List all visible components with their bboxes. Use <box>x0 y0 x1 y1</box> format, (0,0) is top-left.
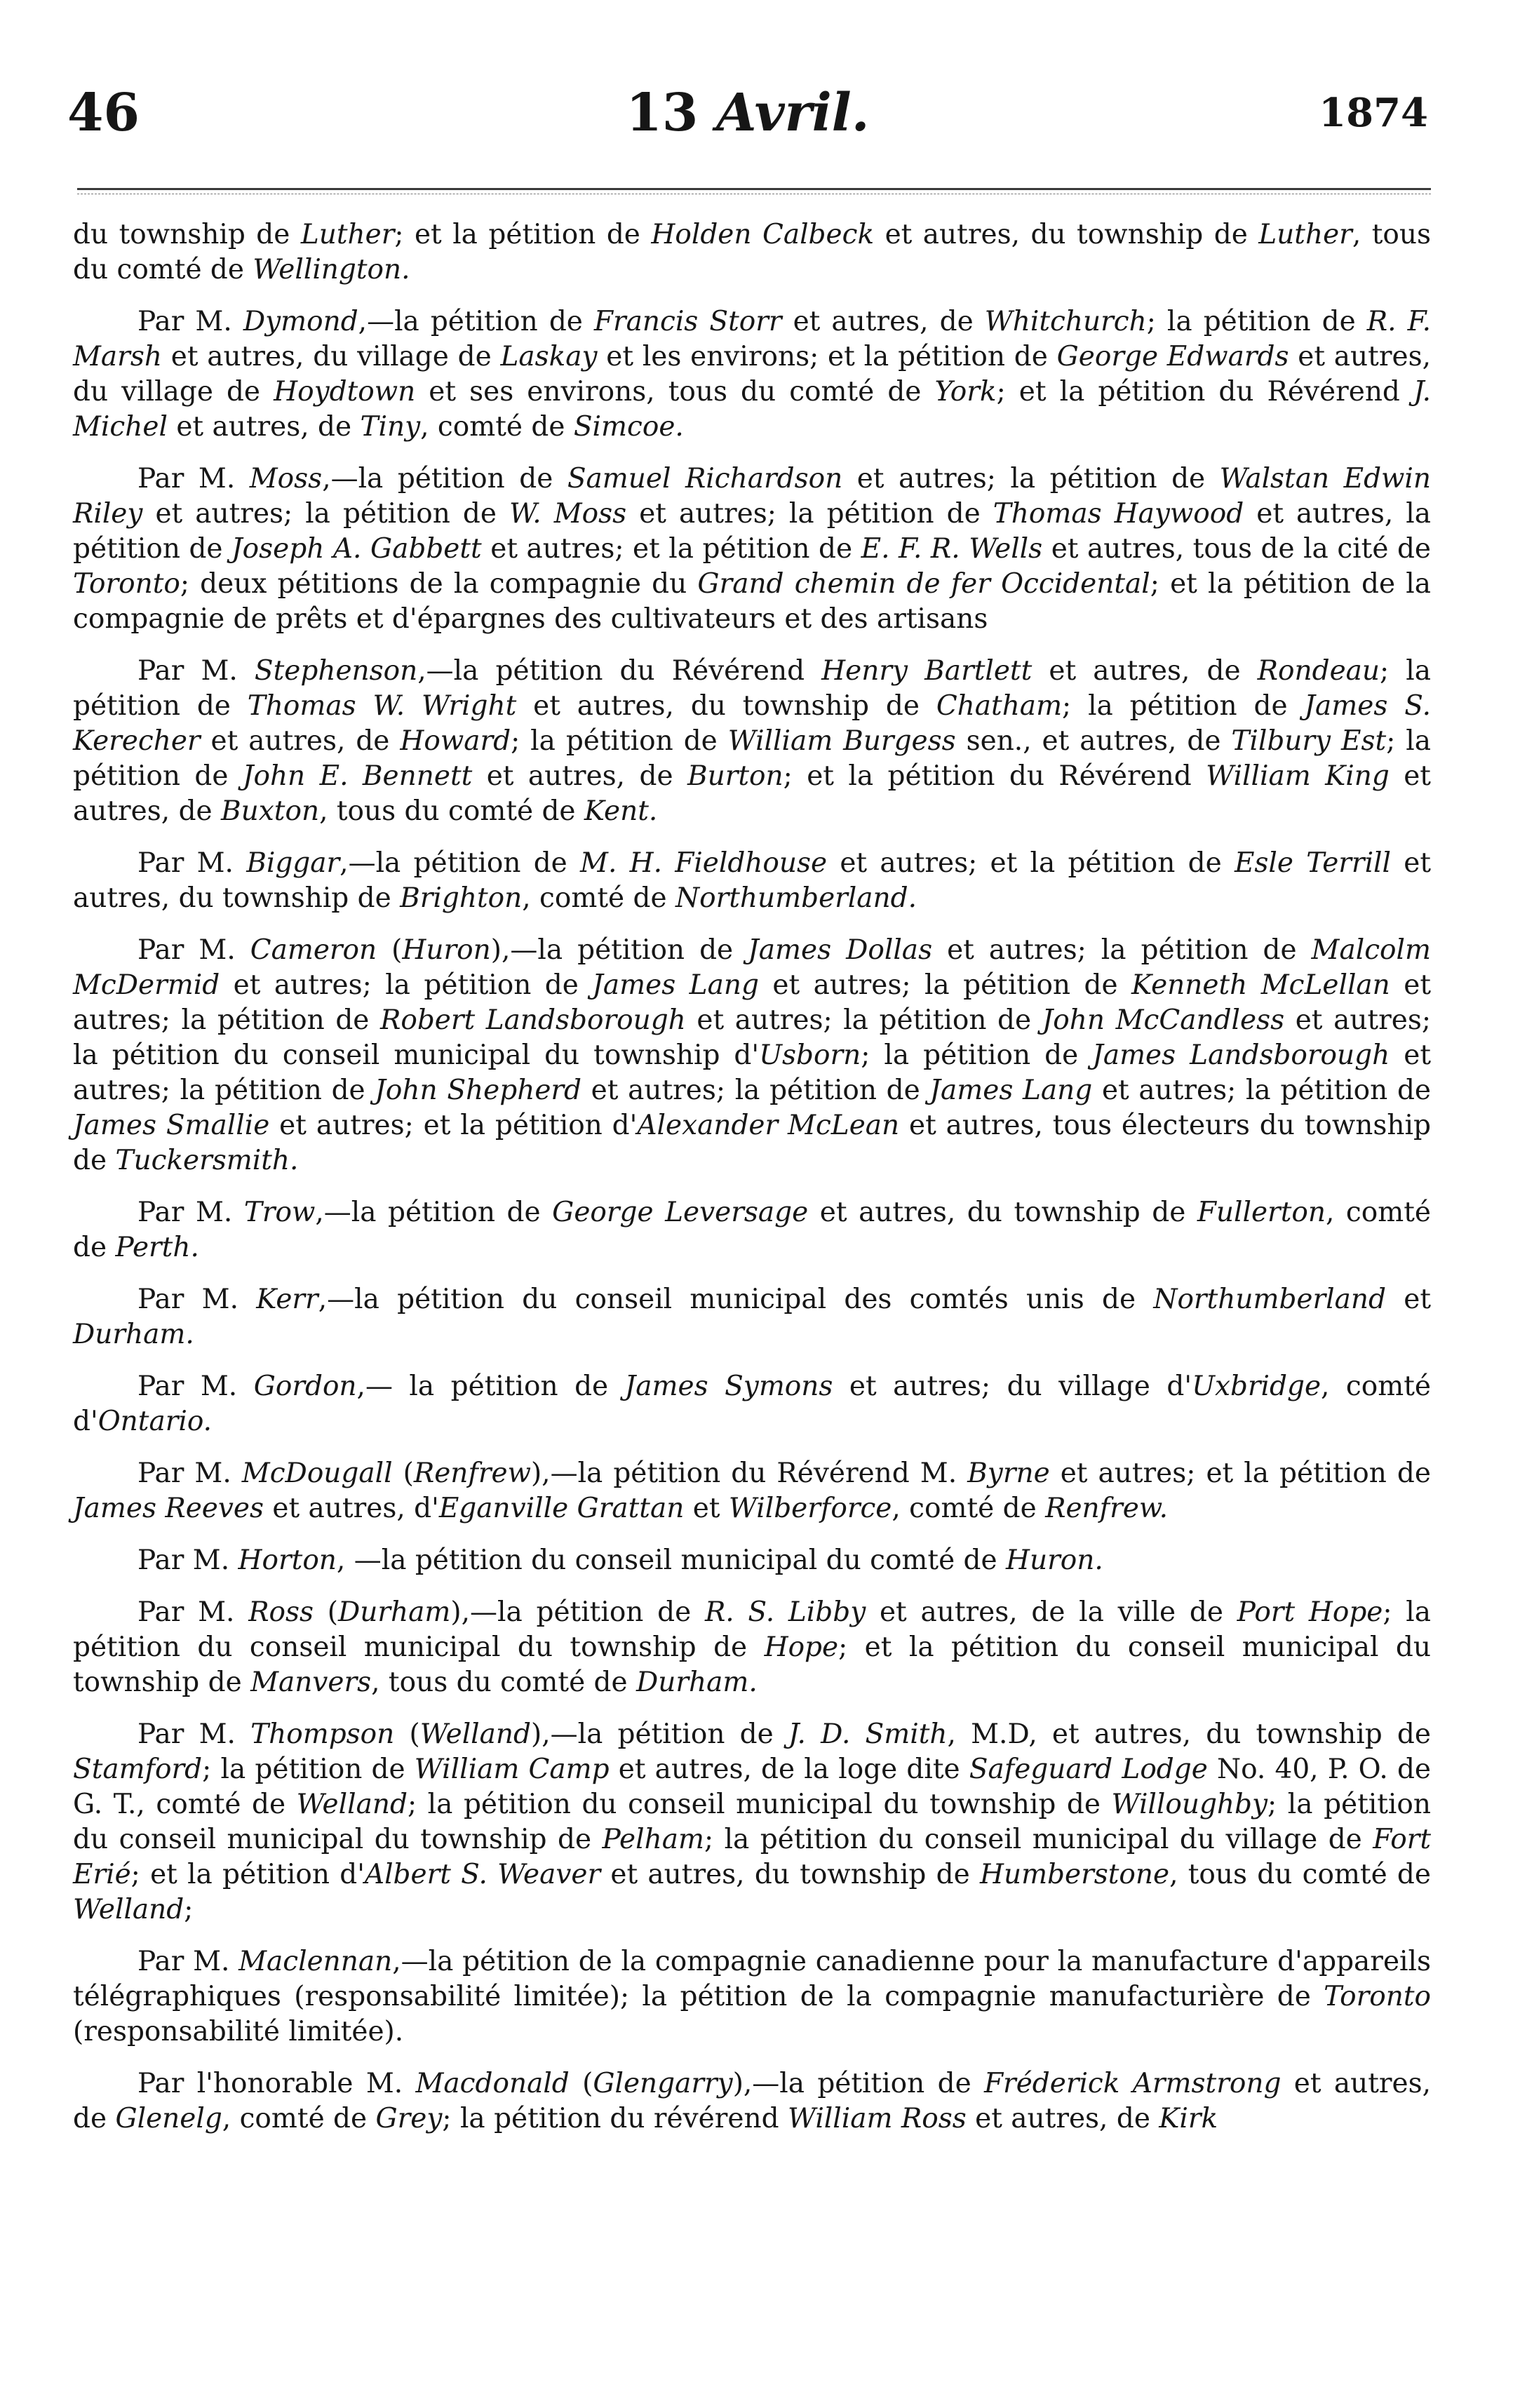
text-run: ; et la pétition de la compagnie de prêts et d'épargnes des cultivateurs et des artisans <box>73 568 1431 635</box>
text-run: et autres, de <box>73 760 1431 827</box>
italic-run: Robert Landsborough <box>379 1004 686 1036</box>
text-run: et autres, de <box>966 2103 1159 2134</box>
italic-run: Northumberland. <box>675 882 917 914</box>
italic-run: Biggar <box>246 847 340 879</box>
text-run: , tous du comté de <box>319 795 584 827</box>
italic-run: Brighton <box>400 882 523 914</box>
paragraph <box>73 217 1431 288</box>
italic-run: Gordon <box>253 1371 357 1402</box>
text-run: Par M. <box>137 1284 257 1315</box>
paragraph <box>73 1595 1431 1700</box>
text-run: et autres; la pétition de <box>932 934 1312 966</box>
italic-run: Durham. <box>73 1319 194 1350</box>
italic-run: John E. Bennett <box>242 760 473 792</box>
text-run: , comté de <box>73 1197 1431 1263</box>
text-run: et autres; du village d' <box>833 1371 1192 1402</box>
italic-run: George Leversage <box>552 1197 809 1228</box>
italic-run: McDougall <box>241 1458 393 1489</box>
italic-run: Toronto <box>1324 1981 1431 2012</box>
italic-run: W. Moss <box>509 498 627 530</box>
italic-run: Trow <box>243 1197 316 1228</box>
text-run: Par l'honorable M. <box>137 2068 416 2099</box>
italic-run: William Ross <box>787 2103 967 2134</box>
italic-run: John McCandless <box>1042 1004 1285 1036</box>
italic-run: Cameron <box>250 934 377 966</box>
italic-run: Holden Calbeck <box>651 219 875 250</box>
italic-run: Wellington. <box>253 254 410 285</box>
italic-run: Fullerton <box>1197 1197 1326 1228</box>
text-run: ; <box>184 1894 194 1925</box>
text-run: et autres, tous de la cité de <box>1042 533 1431 565</box>
text-run: et autres, du township de <box>808 1197 1197 1228</box>
italic-run: Kent. <box>584 795 658 827</box>
italic-run: Byrne <box>967 1458 1050 1489</box>
italic-run: Eganville Grattan <box>438 1493 685 1524</box>
italic-run: Albert S. Weaver <box>364 1859 601 1890</box>
text-run: Par M. <box>137 1458 242 1489</box>
text-run: et <box>1385 1284 1431 1315</box>
italic-run: M. H. Fieldhouse <box>580 847 828 879</box>
text-run: ; la pétition du conseil municipal du village de <box>704 1824 1373 1855</box>
text-run: et autres, tous électeurs du township de <box>73 1110 1431 1176</box>
italic-run: William Camp <box>414 1754 610 1785</box>
italic-run: Tuckersmith. <box>115 1145 299 1176</box>
italic-run: Thomas W. Wright <box>247 690 517 722</box>
italic-run: Durham <box>338 1596 451 1628</box>
text-run: ; et la pétition du Révérend <box>996 376 1413 408</box>
text-run: ),—la pétition de <box>450 1596 705 1628</box>
text-run: Par M. <box>137 1371 254 1402</box>
italic-run: George Edwards <box>1056 341 1289 372</box>
italic-run: Hope <box>764 1632 839 1663</box>
text-run: No. 40, P. O. de G. T., comté de <box>73 1754 1431 1820</box>
italic-run: James Dollas <box>748 934 933 966</box>
text-run: ( <box>377 934 403 966</box>
paragraph <box>73 1282 1431 1352</box>
italic-run: Rondeau <box>1257 655 1380 687</box>
paragraph <box>73 2066 1431 2137</box>
text-run: Par M. <box>137 1718 251 1750</box>
paragraph <box>73 1369 1431 1439</box>
text-run: ; et la pétition de <box>394 219 652 250</box>
text-run: ; et la pétition du conseil municipal du township de <box>73 1632 1432 1698</box>
text-run: et autres, de la ville de <box>866 1596 1237 1628</box>
italic-run: Hoydtown <box>274 376 416 408</box>
italic-run: Malcolm McDermid <box>73 934 1431 1001</box>
text-run: ; la pétition du conseil municipal du township de <box>407 1789 1112 1820</box>
text-run: ,—la pétition de <box>322 463 567 495</box>
text-run: Par M. <box>137 1545 238 1576</box>
text-run: et autres; la pétition de <box>842 463 1220 495</box>
text-run: ; la pétition de <box>73 725 1431 792</box>
italic-run: Fréderick Armstrong <box>983 2068 1282 2099</box>
italic-run: Wilberforce <box>728 1493 892 1524</box>
text-run: Par M. <box>137 1946 239 1977</box>
paragraph <box>73 304 1431 445</box>
italic-run: Uxbridge <box>1192 1371 1321 1402</box>
text-run: ; la pétition de <box>861 1040 1093 1071</box>
italic-run: Thomas Haywood <box>993 498 1244 530</box>
italic-run: Maclennan <box>238 1946 393 1977</box>
text-run: ; la pétition du conseil municipal du township de <box>73 1789 1431 1855</box>
text-run: et autres, du village de <box>73 341 1431 408</box>
text-run: Par M. <box>137 934 250 966</box>
text-run: et autres, du township de <box>874 219 1259 250</box>
italic-run: Buxton <box>221 795 320 827</box>
text-run: (responsabilité limitée). <box>73 2016 404 2047</box>
italic-run: E. F. R. Wells <box>861 533 1043 565</box>
text-run: et <box>684 1493 729 1524</box>
italic-run: Dymond <box>243 306 358 337</box>
text-run: ( <box>314 1596 339 1628</box>
text-run: ),—la pétition de <box>490 934 748 966</box>
text-run: , comté d' <box>73 1371 1431 1437</box>
text-run: Par M. <box>137 306 243 337</box>
text-run: et autres, du village de <box>161 341 501 372</box>
text-run: et les environs; et la pétition de <box>597 341 1057 372</box>
text-run: ; la pétition du conseil municipal du township de <box>73 1596 1431 1663</box>
text-run: ; deux pétitions de la compagnie du <box>180 568 698 600</box>
italic-run: Alexander McLean <box>637 1110 900 1141</box>
text-run: et autres, du township de <box>73 847 1431 914</box>
text-run: , comté de <box>222 2103 376 2134</box>
italic-run: Renfrew <box>413 1458 531 1489</box>
paragraph <box>73 462 1431 637</box>
text-run: Par M. <box>137 1197 244 1228</box>
text-run: Par M. <box>137 847 247 879</box>
page-number: 46 <box>67 83 140 143</box>
italic-run: Kirk <box>1159 2103 1218 2134</box>
italic-run: Perth. <box>115 1232 199 1263</box>
text-run: et autres; la pétition de <box>142 498 510 530</box>
text-run: , tous du comté de <box>371 1667 636 1698</box>
text-run: et autres, de <box>781 306 985 337</box>
text-run: et autres; la pétition de <box>1092 1075 1431 1106</box>
text-run: ( <box>569 2068 593 2099</box>
italic-run: Glenelg <box>115 2103 222 2134</box>
italic-run: J. Michel <box>73 376 1431 443</box>
italic-run: William King <box>1206 760 1390 792</box>
text-run: et autres; la pétition du conseil municipal du township d' <box>73 1004 1431 1071</box>
text-run: ,—la pétition de <box>339 847 581 879</box>
italic-run: Usborn <box>759 1040 861 1071</box>
italic-run: James Symons <box>624 1371 833 1402</box>
italic-run: Horton <box>238 1545 337 1576</box>
text-run: et ses environs, tous du comté de <box>415 376 935 408</box>
text-run: ),—la pétition de <box>530 1718 788 1750</box>
text-run: et autres; la pétition de <box>73 1040 1431 1106</box>
text-run: ; la pétition de <box>202 1754 415 1785</box>
text-run: du township de <box>73 219 301 250</box>
italic-run: Northumberland <box>1153 1284 1386 1315</box>
italic-run: James S. Kerecher <box>73 690 1431 757</box>
text-run: ,—la pétition de <box>358 306 594 337</box>
italic-run: James Reeves <box>73 1493 264 1524</box>
paragraph <box>73 933 1431 1178</box>
text-run: ),—la pétition du Révérend M. <box>530 1458 968 1489</box>
text-run: et autres; la pétition de <box>685 1004 1042 1036</box>
text-run: Par M. <box>137 655 255 687</box>
italic-run: J. D. Smith <box>788 1718 948 1750</box>
text-run: et autres; et la pétition d' <box>269 1110 638 1141</box>
date-month: Avril. <box>716 83 870 143</box>
italic-run: Stamford <box>73 1754 203 1785</box>
italic-run: Grand chemin de fer Occidental <box>697 568 1150 600</box>
text-run: ( <box>394 1718 420 1750</box>
text-run: et autres, de la loge dite <box>609 1754 969 1785</box>
italic-run: Esle Terrill <box>1234 847 1391 879</box>
text-run: ; la pétition de <box>1146 306 1367 337</box>
italic-run: James Landsborough <box>1092 1040 1390 1071</box>
text-run: et autres; la pétition de <box>758 969 1131 1001</box>
text-run: et autres, de <box>472 760 687 792</box>
text-run: et autres; et la pétition de <box>481 533 861 565</box>
text-run: sen., et autres, de <box>955 725 1232 757</box>
paragraph <box>73 1456 1431 1526</box>
italic-run: Laskay <box>500 341 598 372</box>
italic-run: Stephenson <box>254 655 418 687</box>
text-run: et autres, d' <box>264 1493 439 1524</box>
text-run: et autres, la pétition de <box>73 498 1431 565</box>
paragraph <box>73 1195 1431 1265</box>
italic-run: Simcoe. <box>573 411 684 443</box>
body-text <box>73 217 1431 2153</box>
italic-run: Ontario. <box>97 1406 213 1437</box>
text-run: et autres; la pétition de <box>73 969 1431 1036</box>
italic-run: Humberstone <box>979 1859 1170 1890</box>
text-run: ,—la pétition de <box>315 1197 553 1228</box>
text-run: et autres; la pétition de <box>581 1075 930 1106</box>
italic-run: Port Hope <box>1237 1596 1383 1628</box>
paragraph <box>73 654 1431 829</box>
italic-run: Kenneth McLellan <box>1131 969 1390 1001</box>
text-run: et autres; et la pétition de <box>1049 1458 1431 1489</box>
italic-run: Renfrew. <box>1045 1493 1168 1524</box>
italic-run: John Shepherd <box>375 1075 582 1106</box>
italic-run: Joseph A. Gabbett <box>231 533 482 565</box>
italic-run: Francis Storr <box>593 306 782 337</box>
paragraph <box>73 1543 1431 1578</box>
text-run: et autres, du township de <box>600 1859 980 1890</box>
text-run: ; la pétition du révérend <box>442 2103 788 2134</box>
header-rule <box>77 188 1431 192</box>
text-run: et autres, de <box>1032 655 1258 687</box>
italic-run: R. F. Marsh <box>73 306 1431 372</box>
text-run: et autres; et la pétition de <box>827 847 1235 879</box>
italic-run: Pelham <box>602 1824 704 1855</box>
italic-run: Macdonald <box>415 2068 570 2099</box>
italic-run: Tiny <box>360 411 421 443</box>
text-run: , M.D, et autres, du township de <box>947 1718 1431 1750</box>
text-run: ,—la pétition du Révérend <box>417 655 822 687</box>
text-run: Par M. <box>137 1596 249 1628</box>
italic-run: Whitchurch <box>984 306 1147 337</box>
italic-run: Huron <box>402 934 491 966</box>
italic-run: Toronto <box>73 568 180 600</box>
text-run: ; la pétition de <box>511 725 728 757</box>
text-run: ,—la pétition du conseil municipal des comtés unis de <box>318 1284 1154 1315</box>
text-run: et autres, de <box>200 725 401 757</box>
text-run: ; et la pétition du Révérend <box>783 760 1206 792</box>
italic-run: Fort Erié <box>73 1824 1431 1890</box>
italic-run: Kerr <box>256 1284 318 1315</box>
italic-run: Tilbury Est <box>1231 725 1387 757</box>
italic-run: Luther <box>300 219 395 250</box>
italic-run: York <box>934 376 997 408</box>
italic-run: Safeguard Lodge <box>969 1754 1208 1785</box>
text-run: ,— la pétition de <box>356 1371 625 1402</box>
italic-run: Thompson <box>250 1718 395 1750</box>
text-run: , comté de <box>420 411 574 443</box>
italic-run: Huron. <box>1006 1545 1103 1576</box>
text-run: , tous du comté de <box>1169 1859 1431 1890</box>
italic-run: William Burgess <box>727 725 956 757</box>
italic-run: Walstan Edwin Riley <box>73 463 1432 530</box>
text-run: Par M. <box>137 463 250 495</box>
italic-run: Welland <box>419 1718 531 1750</box>
text-run: ( <box>392 1458 414 1489</box>
page-year: 1874 <box>1319 90 1428 136</box>
italic-run: Ross <box>248 1596 314 1628</box>
page-header <box>67 83 1428 160</box>
italic-run: Glengarry <box>593 2068 733 2099</box>
text-run: , comté de <box>892 1493 1046 1524</box>
text-run: ,—la pétition de la compagnie canadienne pour la manufacture d'appareils télégraphiques (responsabilité limitée); la pétition de la compagnie manufacturière de <box>73 1946 1431 2012</box>
italic-run: James Smallie <box>73 1110 270 1141</box>
italic-run: Chatham <box>936 690 1063 722</box>
text-run: , comté de <box>522 882 675 914</box>
text-run: et autres, de <box>73 2068 1431 2134</box>
text-run: ),—la pétition de <box>732 2068 984 2099</box>
text-run: et autres; la pétition de <box>220 969 593 1001</box>
italic-run: R. S. Libby <box>704 1596 866 1628</box>
italic-run: Burton <box>687 760 783 792</box>
text-run: , tous du comté de <box>73 219 1431 285</box>
text-run: et autres, de <box>167 411 361 443</box>
italic-run: Moss <box>249 463 323 495</box>
text-run: ; et la pétition d' <box>130 1859 365 1890</box>
text-run: ; la pétition de <box>73 655 1431 722</box>
date-day: 13 <box>626 83 699 143</box>
paragraph <box>73 1717 1431 1928</box>
italic-run: Willoughby <box>1111 1789 1268 1820</box>
italic-run: Welland <box>73 1894 184 1925</box>
italic-run: Samuel Richardson <box>567 463 843 495</box>
text-run: et autres; la pétition de <box>626 498 993 530</box>
italic-run: Welland <box>296 1789 408 1820</box>
text-run: et autres, du township de <box>516 690 936 722</box>
paragraph <box>73 1944 1431 2050</box>
text-run: ; la pétition de <box>1062 690 1305 722</box>
italic-run: James Lang <box>592 969 759 1001</box>
text-run: , —la pétition du conseil municipal du comté de <box>336 1545 1006 1576</box>
italic-run: Durham. <box>636 1667 758 1698</box>
italic-run: Grey <box>375 2103 443 2134</box>
paragraph <box>73 846 1431 916</box>
italic-run: Manvers <box>250 1667 372 1698</box>
page-date <box>67 83 1428 143</box>
italic-run: Luther <box>1258 219 1352 250</box>
italic-run: James Lang <box>929 1075 1093 1106</box>
italic-run: Henry Bartlett <box>821 655 1033 687</box>
italic-run: Howard <box>400 725 511 757</box>
